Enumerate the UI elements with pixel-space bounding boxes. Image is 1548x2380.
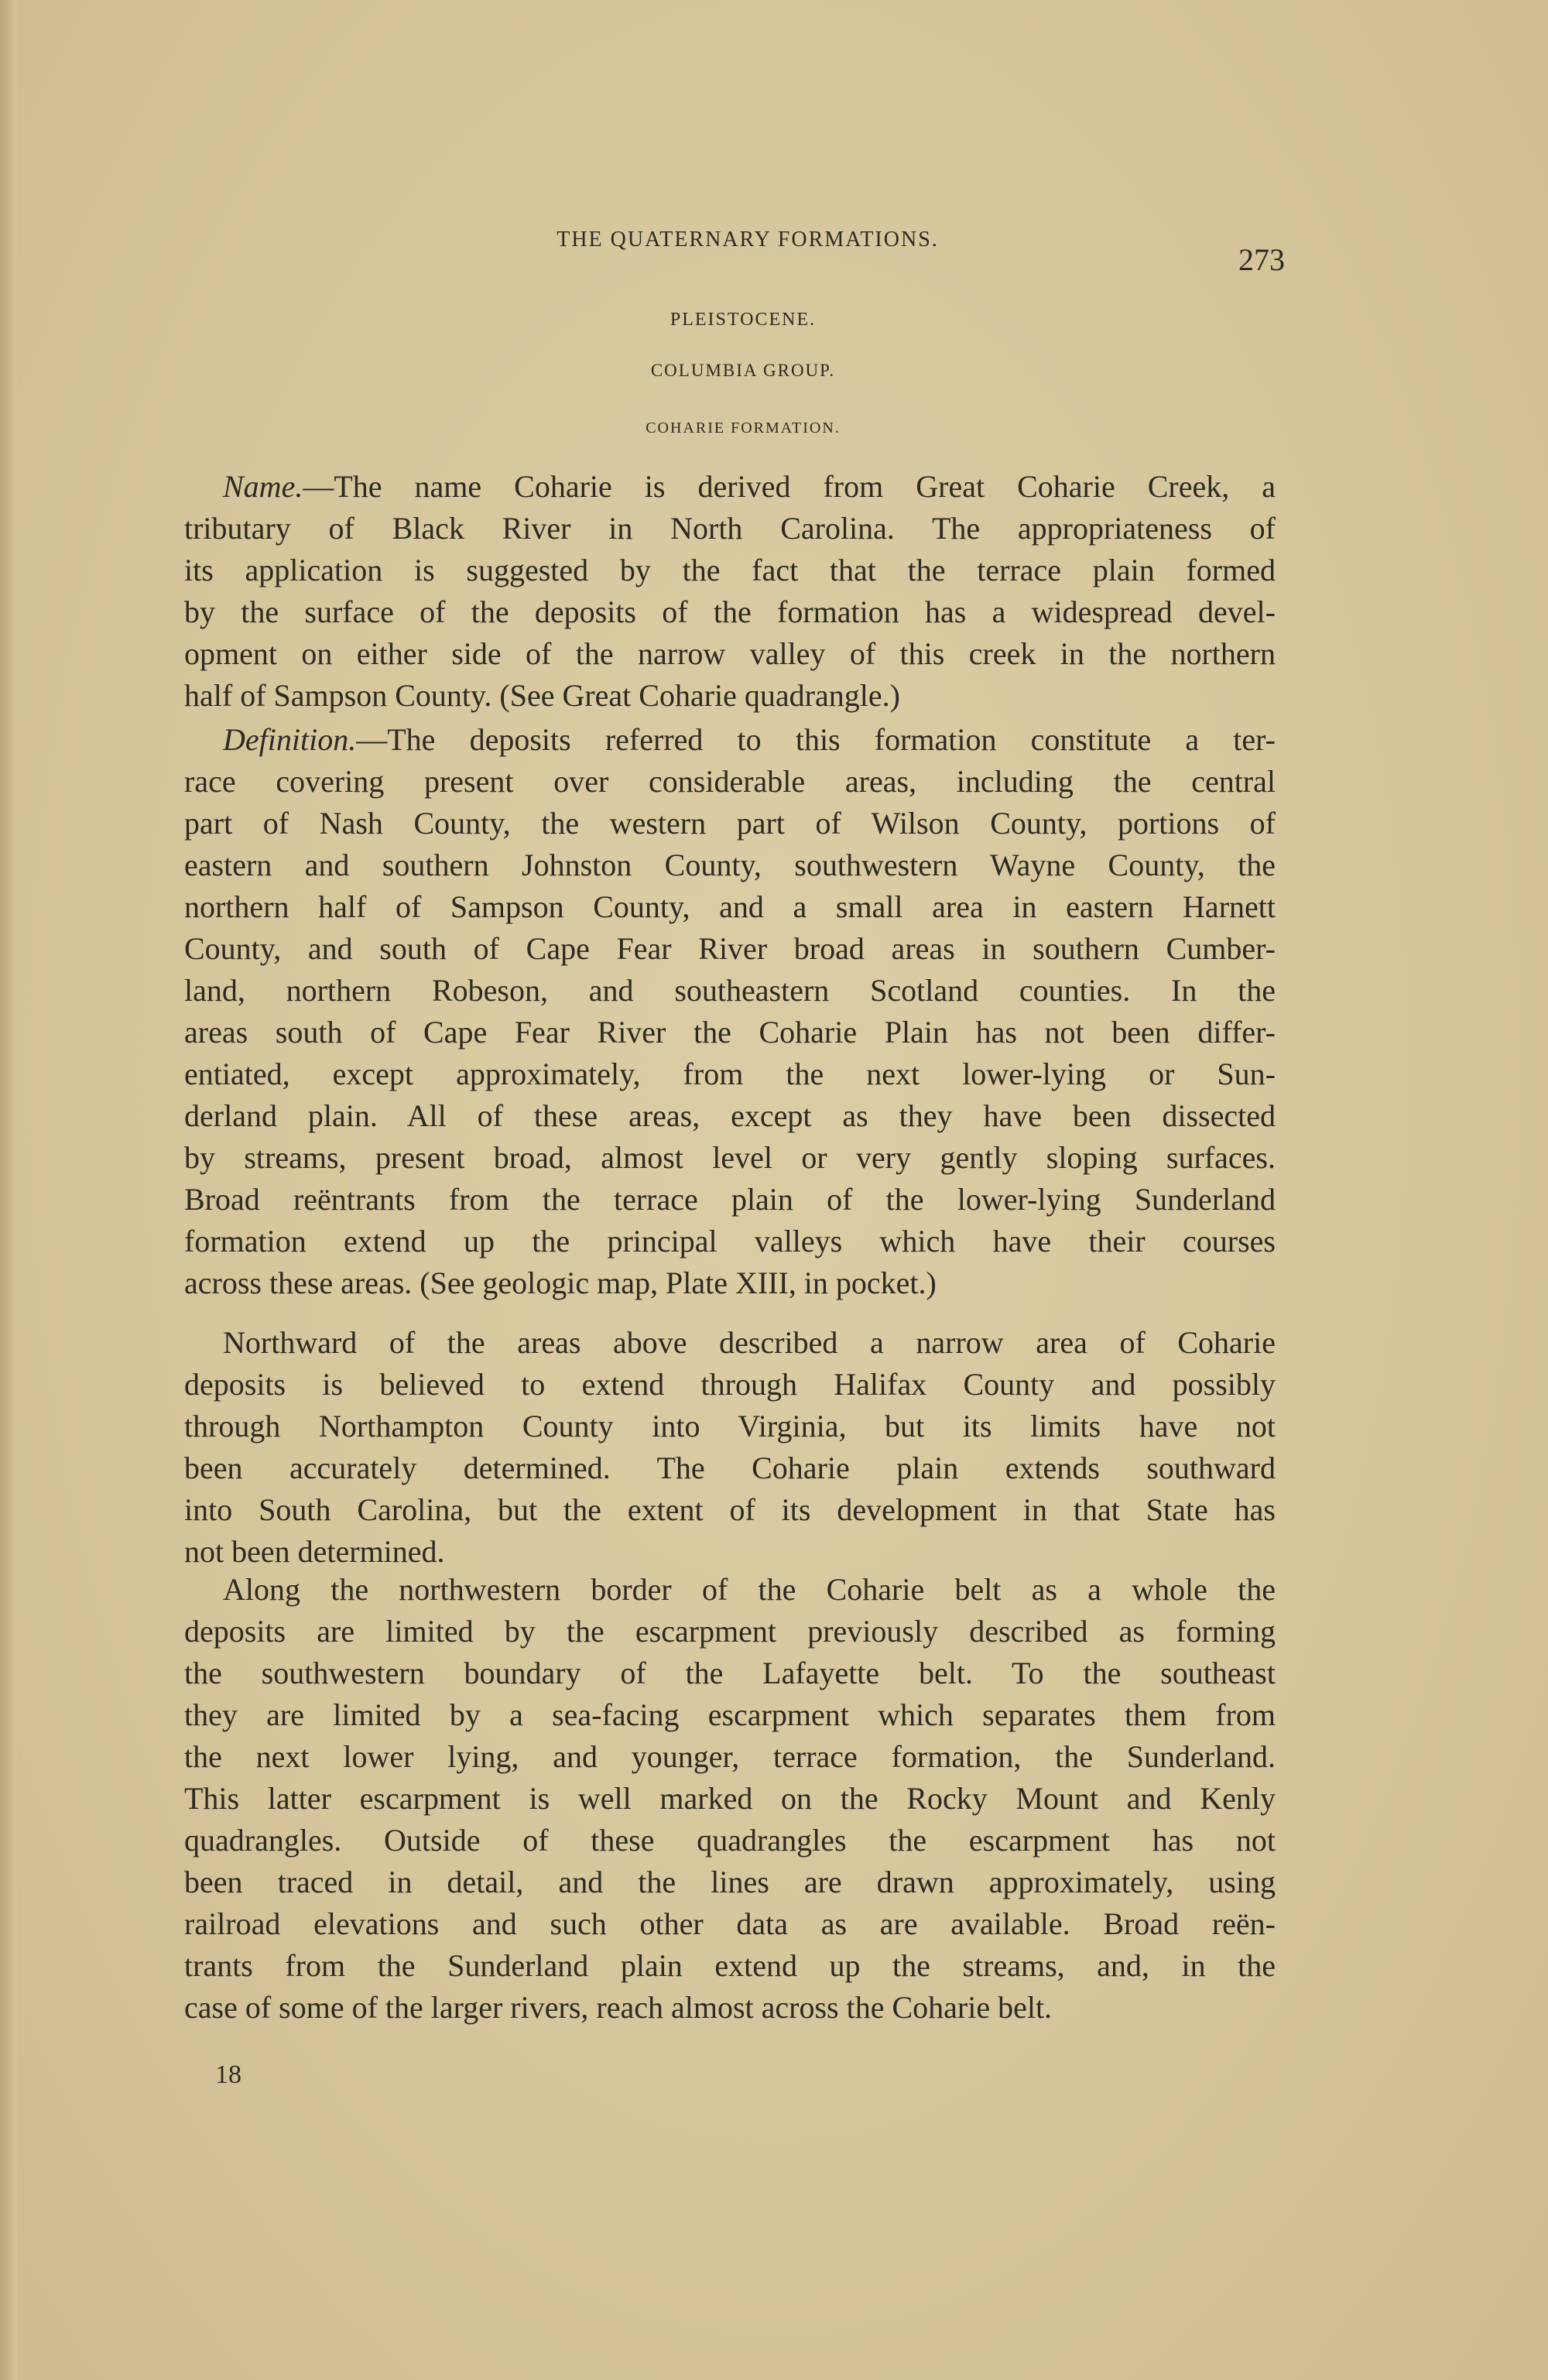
text-line <box>184 1861 1276 1903</box>
paragraph-lead: Name. <box>223 469 303 504</box>
line-text: quadrangles. Outside of these quadrangles the escarpment has not <box>184 1823 1276 1858</box>
text-line <box>184 719 1276 761</box>
page-edge <box>0 0 17 2380</box>
text-line <box>184 591 1276 633</box>
text-line <box>184 633 1276 675</box>
text-line <box>184 1945 1276 1987</box>
line-text: part of Nash County, the western part of Wilson County, portions of <box>184 806 1276 841</box>
line-text: Broad reëntrants from the terrace plain of the lower-lying Sunderland <box>184 1182 1276 1217</box>
page-number: 273 <box>1238 242 1285 277</box>
line-text: half of Sampson County. (See Great Coharie quadrangle.) <box>184 678 900 713</box>
heading-formation: COHARIE FORMATION. <box>646 419 841 437</box>
text-line <box>184 1221 1276 1262</box>
line-text: by the surface of the deposits of the formation has a widespread devel- <box>184 594 1276 629</box>
text-line <box>184 1652 1276 1694</box>
line-text: case of some of the larger rivers, reach almost across the Coharie belt. <box>184 1990 1053 2025</box>
line-text: areas south of Cape Fear River the Coharie Plain has not been differ- <box>184 1015 1276 1050</box>
line-text: been accurately determined. The Coharie plain extends southward <box>184 1450 1276 1485</box>
heading-group: COLUMBIA GROUP. <box>650 361 836 380</box>
text-line <box>184 1364 1276 1406</box>
line-text: —The name Coharie is derived from Great Coharie Creek, a <box>303 469 1276 504</box>
heading-series: PLEISTOCENE. <box>670 310 817 330</box>
text-line <box>184 1179 1276 1221</box>
text-line <box>184 1322 1276 1364</box>
text-line <box>184 675 1276 717</box>
paragraph-border <box>184 1569 1276 2029</box>
paragraph-northward <box>184 1322 1276 1573</box>
line-text: through Northampton County into Virginia, but its limits have not <box>184 1409 1276 1443</box>
line-text: the southwestern boundary of the Lafayette belt. To the southeast <box>184 1656 1276 1690</box>
text-line <box>184 1736 1276 1778</box>
line-text: land, northern Robeson, and southeastern Scotland counties. In the <box>184 973 1276 1008</box>
text-line <box>184 1531 1276 1573</box>
line-text: been traced in detail, and the lines are drawn approximately, using <box>184 1865 1276 1899</box>
text-line <box>184 1095 1276 1137</box>
text-line <box>184 844 1276 886</box>
line-text: Northward of the areas above described a narrow area of Coharie <box>223 1325 1276 1360</box>
line-text: County, and south of Cape Fear River broad areas in southern Cumber- <box>184 931 1276 966</box>
text-line <box>184 1611 1276 1652</box>
text-line <box>184 1569 1276 1611</box>
text-line <box>184 803 1276 844</box>
line-text: across these areas. (See geologic map, Plate XIII, in pocket.) <box>184 1265 937 1300</box>
line-text: by streams, present broad, almost level or very gently sloping surfaces. <box>184 1140 1276 1175</box>
text-line <box>184 886 1276 928</box>
text-line <box>184 761 1276 803</box>
line-text: into South Carolina, but the extent of its development in that State has <box>184 1492 1276 1527</box>
text-line <box>184 1447 1276 1489</box>
text-line <box>184 1262 1276 1304</box>
text-line <box>184 1053 1276 1095</box>
line-text: —The deposits referred to this formation constitute a ter- <box>356 722 1276 757</box>
text-line <box>184 970 1276 1012</box>
text-line <box>184 1820 1276 1861</box>
paragraph-name <box>184 466 1276 717</box>
text-line <box>184 508 1276 550</box>
line-text: trants from the Sunderland plain extend up the streams, and, in the <box>184 1948 1276 1983</box>
text-line <box>184 1406 1276 1447</box>
line-text: deposits is believed to extend through Halifax County and possibly <box>184 1367 1276 1402</box>
text-line <box>184 1694 1276 1736</box>
line-text: Along the northwestern border of the Coharie belt as a whole the <box>223 1572 1276 1607</box>
line-text: eastern and southern Johnston County, southwestern Wayne County, the <box>184 848 1276 882</box>
line-text: tributary of Black River in North Carolina. The appropriateness of <box>184 511 1276 546</box>
line-text: derland plain. All of these areas, except as they have been dissected <box>184 1098 1276 1133</box>
line-text: northern half of Sampson County, and a small area in eastern Harnett <box>184 889 1276 924</box>
line-text: they are limited by a sea-facing escarpment which separates them from <box>184 1697 1276 1732</box>
text-line <box>184 1489 1276 1531</box>
line-text: This latter escarpment is well marked on the Rocky Mount and Kenly <box>184 1781 1276 1816</box>
line-text: deposits are limited by the escarpment previously described as forming <box>184 1614 1276 1649</box>
running-head: THE QUATERNARY FORMATIONS. <box>557 228 939 252</box>
line-text: the next lower lying, and younger, terrace formation, the Sunderland. <box>184 1739 1276 1774</box>
text-line <box>184 1987 1276 2029</box>
text-line <box>184 466 1276 508</box>
text-line <box>184 550 1276 591</box>
line-text: formation extend up the principal valleys which have their courses <box>184 1224 1276 1258</box>
signature-mark: 18 <box>215 2060 241 2089</box>
line-text: not been determined. <box>184 1534 445 1569</box>
text-line <box>184 1778 1276 1820</box>
line-text: opment on either side of the narrow valley of this creek in the northern <box>184 636 1276 671</box>
text-line <box>184 928 1276 970</box>
text-line <box>184 1137 1276 1179</box>
line-text: its application is suggested by the fact that the terrace plain formed <box>184 553 1276 587</box>
paragraph-lead: Definition. <box>223 722 357 757</box>
paragraph-definition <box>184 719 1276 1304</box>
line-text: race covering present over considerable areas, including the central <box>184 764 1276 799</box>
text-line <box>184 1903 1276 1945</box>
line-text: entiated, except approximately, from the next lower-lying or Sun- <box>184 1056 1276 1091</box>
line-text: railroad elevations and such other data as are available. Broad reën- <box>184 1906 1276 1941</box>
text-line <box>184 1012 1276 1053</box>
